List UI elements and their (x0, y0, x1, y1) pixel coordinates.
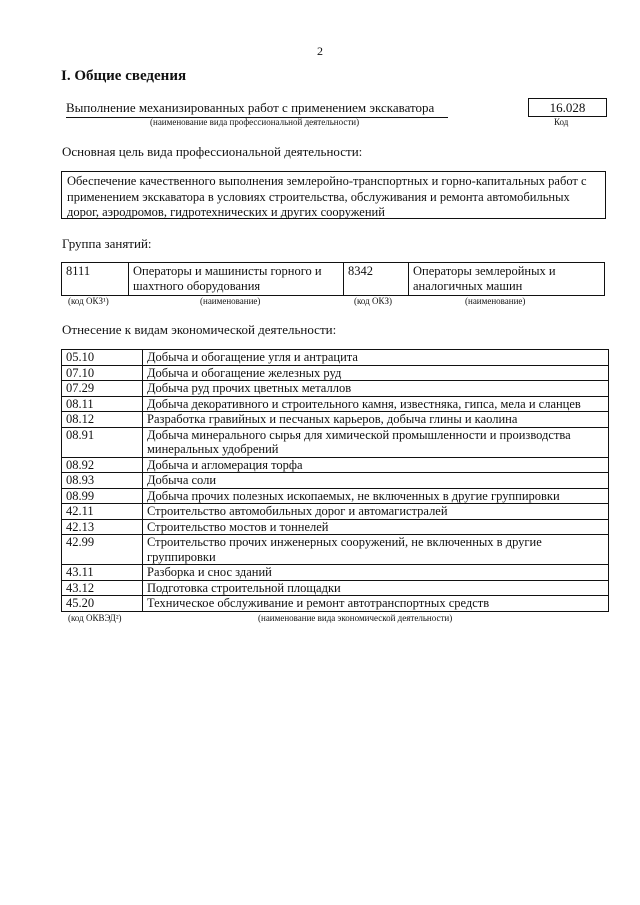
okved-row (62, 504, 609, 520)
okved-row (62, 350, 609, 366)
okved-row (62, 396, 609, 412)
okved-name: Добыча руд прочих цветных металлов (143, 381, 609, 397)
okved-name: Подготовка строительной площадки (143, 580, 609, 596)
okved-code: 42.11 (62, 504, 143, 520)
goal-heading: Основная цель вида профессиональной деятельности: (62, 144, 363, 159)
okved-name: Техническое обслуживание и ремонт автотранспортных средств (143, 596, 609, 612)
okz-name-2: Операторы землеройных и аналогичных машин (409, 263, 605, 296)
okved-code: 08.12 (62, 412, 143, 428)
activity-name-caption: (наименование вида профессиональной деятельности) (150, 117, 360, 127)
okved-row (62, 596, 609, 612)
okz-name-caption: (наименование) (200, 296, 261, 306)
okved-row (62, 412, 609, 428)
okved-row (62, 427, 609, 457)
occupation-row (62, 263, 605, 296)
okved-row (62, 473, 609, 489)
okved-name: Строительство прочих инженерных сооружений, не включенных в другие группировки (143, 535, 609, 565)
okved-name-caption: (наименование вида экономической деятельности) (258, 613, 453, 623)
goal-text: Обеспечение качественного выполнения землеройно-транспортных и горно-капитальных работ с применением экскаватора в условиях строительства, обслуживания и ремонта автомобильных дорог, аэродромов, гидротехнических и других сооружений (61, 171, 606, 219)
okz-code-1: 8111 (62, 263, 129, 296)
okved-name: Строительство автомобильных дорог и автомагистралей (143, 504, 609, 520)
okved-code: 08.92 (62, 457, 143, 473)
okved-code: 43.12 (62, 580, 143, 596)
okved-row (62, 381, 609, 397)
okz-code-2: 8342 (344, 263, 409, 296)
okved-table (61, 349, 609, 612)
okved-row (62, 580, 609, 596)
okved-code: 08.99 (62, 488, 143, 504)
okved-row (62, 535, 609, 565)
okved-code: 07.29 (62, 381, 143, 397)
okved-code: 42.13 (62, 519, 143, 535)
occupation-table (61, 262, 605, 296)
okved-row (62, 519, 609, 535)
activity-code: 16.028 (528, 98, 607, 117)
okved-code: 08.93 (62, 473, 143, 489)
okved-name: Добыча прочих полезных ископаемых, не включенных в другие группировки (143, 488, 609, 504)
okved-name: Добыча и обогащение железных руд (143, 365, 609, 381)
activity-name: Выполнение механизированных работ с применением экскаватора (66, 100, 448, 118)
okved-name: Добыча и агломерация торфа (143, 457, 609, 473)
okz-name2-caption: (наименование) (465, 296, 526, 306)
okved-row (62, 565, 609, 581)
okved-name: Добыча и обогащение угля и антрацита (143, 350, 609, 366)
okved-code: 05.10 (62, 350, 143, 366)
okved-code: 07.10 (62, 365, 143, 381)
activity-code-caption: Код (554, 117, 569, 127)
okz-code2-caption: (код ОКЗ) (354, 296, 392, 306)
okved-code: 45.20 (62, 596, 143, 612)
okved-code: 08.11 (62, 396, 143, 412)
okved-code: 42.99 (62, 535, 143, 565)
okved-code: 43.11 (62, 565, 143, 581)
economic-heading: Отнесение к видам экономической деятельности: (62, 322, 337, 337)
okved-name: Добыча минерального сырья для химической промышленности и производства минеральных удобрений (143, 427, 609, 457)
okved-name: Добыча декоративного и строительного камня, известняка, гипса, мела и сланцев (143, 396, 609, 412)
okz-code-caption: (код ОКЗ¹) (68, 296, 109, 306)
okved-name: Строительство мостов и тоннелей (143, 519, 609, 535)
okved-name: Разборка и снос зданий (143, 565, 609, 581)
okved-row (62, 365, 609, 381)
okved-row (62, 488, 609, 504)
occupation-heading: Группа занятий: (62, 236, 152, 251)
okved-code: 08.91 (62, 427, 143, 457)
section-title: I. Общие сведения (61, 68, 187, 84)
okved-row (62, 457, 609, 473)
okved-code-caption: (код ОКВЭД²) (68, 613, 122, 623)
okved-name: Добыча соли (143, 473, 609, 489)
page-number: 2 (317, 44, 323, 58)
okz-name-1: Операторы и машинисты горного и шахтного оборудования (129, 263, 344, 296)
okved-name: Разработка гравийных и песчаных карьеров, добыча глины и каолина (143, 412, 609, 428)
